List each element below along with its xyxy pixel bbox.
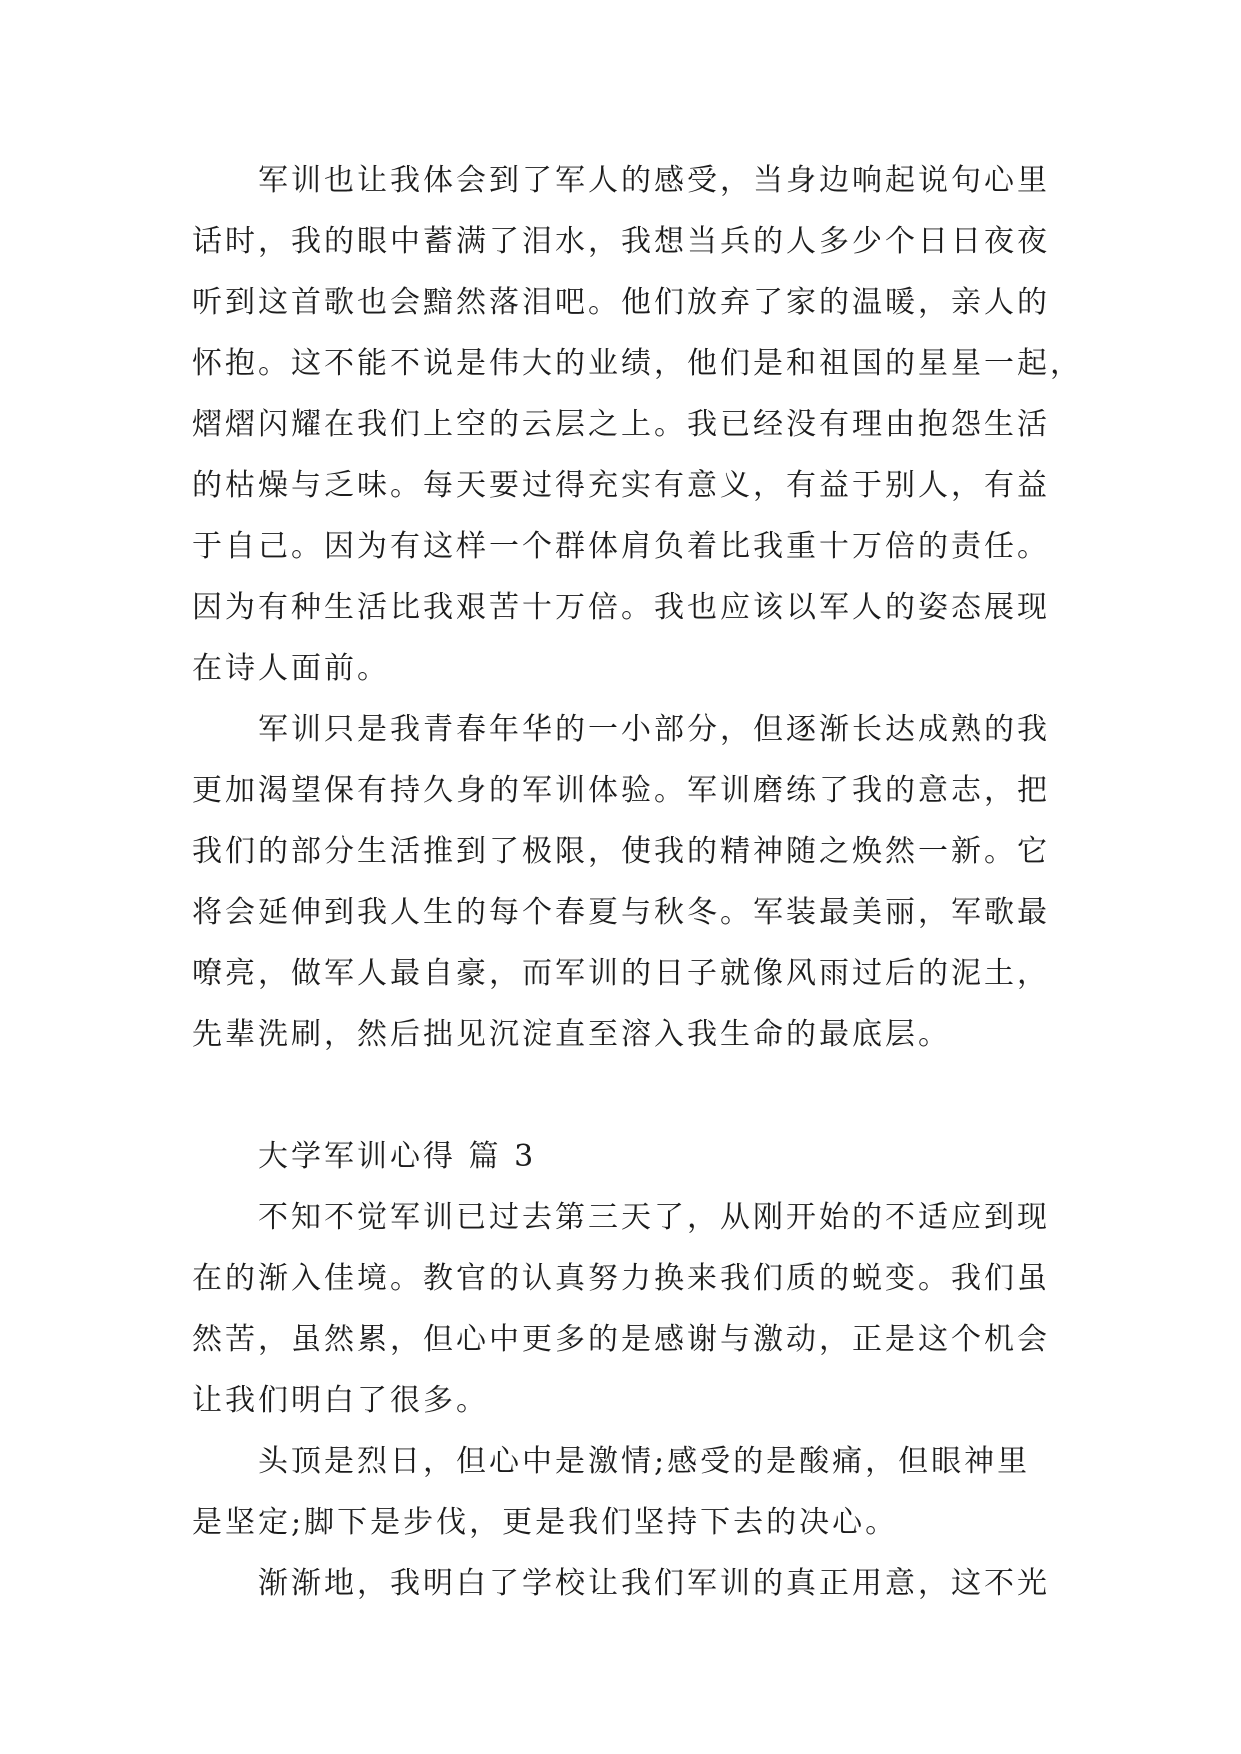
- section-spacer: [192, 1065, 1072, 1126]
- text-line: 听到这首歌也会黯然落泪吧。他们放弃了家的温暖，亲人的: [192, 285, 1050, 320]
- text-line: 不知不觉军训已过去第三天了，从刚开始的不适应到现: [258, 1200, 1050, 1235]
- text-line: 渐渐地，我明白了学校让我们军训的真正用意，这不光: [258, 1566, 1050, 1601]
- text-line: 因为有种生活比我艰苦十万倍。我也应该以军人的姿态展现: [192, 590, 1050, 625]
- paragraph-sun-passion: [192, 1431, 1072, 1553]
- text-line: 的枯燥与乏味。每天要过得充实有意义，有益于别人，有益: [192, 468, 1050, 503]
- text-line: 于自己。因为有这样一个群体肩负着比我重十万倍的责任。: [192, 529, 1050, 564]
- paragraph-military-youth: [192, 699, 1072, 1065]
- document-page: [192, 150, 1083, 1614]
- text-line: 我们的部分生活推到了极限，使我的精神随之焕然一新。它: [192, 834, 1050, 869]
- text-line: 是坚定;脚下是步伐，更是我们坚持下去的决心。: [192, 1505, 899, 1540]
- text-line: 军训只是我青春年华的一小部分，但逐渐长达成熟的我: [258, 712, 1050, 747]
- text-line: 让我们明白了很多。: [192, 1383, 489, 1418]
- text-line: 将会延伸到我人生的每个春夏与秋冬。军装最美丽，军歌最: [192, 895, 1050, 930]
- paragraph-military-feelings: [192, 150, 1083, 699]
- text-line: 熠熠闪耀在我们上空的云层之上。我已经没有理由抱怨生活: [192, 407, 1050, 442]
- text-line: 怀抱。这不能不说是伟大的业绩，他们是和祖国的星星一起，: [192, 346, 1083, 381]
- paragraph-gradually: [192, 1553, 1072, 1614]
- text-line: 头顶是烈日，但心中是激情;感受的是酸痛，但眼神里: [258, 1444, 1031, 1479]
- text-line: 先辈洗刷，然后拙见沉淀直至溶入我生命的最底层。: [192, 1017, 951, 1052]
- text-line: 话时，我的眼中蓄满了泪水，我想当兵的人多少个日日夜夜: [192, 224, 1050, 259]
- text-line: 在的渐入佳境。教官的认真努力换来我们质的蜕变。我们虽: [192, 1261, 1050, 1296]
- text-line: 军训也让我体会到了军人的感受，当身边响起说句心里: [258, 163, 1050, 198]
- text-line: 在诗人面前。: [192, 651, 390, 686]
- text-line: 然苦，虽然累，但心中更多的是感谢与激动，正是这个机会: [192, 1322, 1050, 1357]
- paragraph-third-day: [192, 1187, 1072, 1431]
- text-line: 更加渴望保有持久身的军训体验。军训磨练了我的意志，把: [192, 773, 1050, 808]
- text-line: 嘹亮，做军人最自豪，而军训的日子就像风雨过后的泥土，: [192, 956, 1050, 991]
- section-title: 大学军训心得 篇 3: [258, 1139, 537, 1174]
